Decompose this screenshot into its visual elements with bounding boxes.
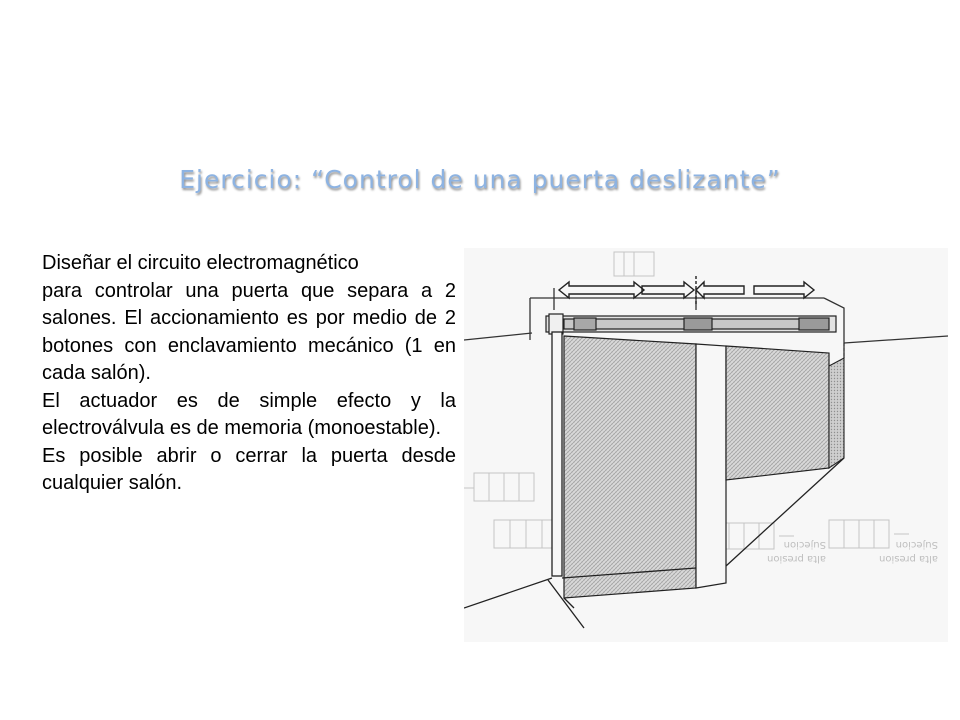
sliding-door-drawing-icon <box>464 248 948 642</box>
paragraph-1: Diseñar el circuito electromagnético <box>42 252 359 274</box>
slide-title: Ejercicio: “Control de una puerta deslizante” <box>179 165 781 194</box>
exercise-description <box>42 250 456 498</box>
paragraph-3: El actuador es de simple efecto y la electroválvula es de memoria (monoestable). <box>42 389 456 439</box>
sliding-door-illustration <box>464 248 948 642</box>
paragraph-2: para controlar una puerta que separa a 2 salones. El accionamiento es por medio de 2 botones con enclavamiento mecánico (1 en cada salón). <box>42 279 456 384</box>
svg-text:Sujecion: Sujecion <box>895 539 938 550</box>
svg-text:alta presion: alta presion <box>879 553 938 564</box>
svg-text:alta presion: alta presion <box>767 553 826 564</box>
svg-text:Sujecion: Sujecion <box>783 539 826 550</box>
paragraph-4: Es posible abrir o cerrar la puerta desde cualquier salón. <box>42 444 456 494</box>
